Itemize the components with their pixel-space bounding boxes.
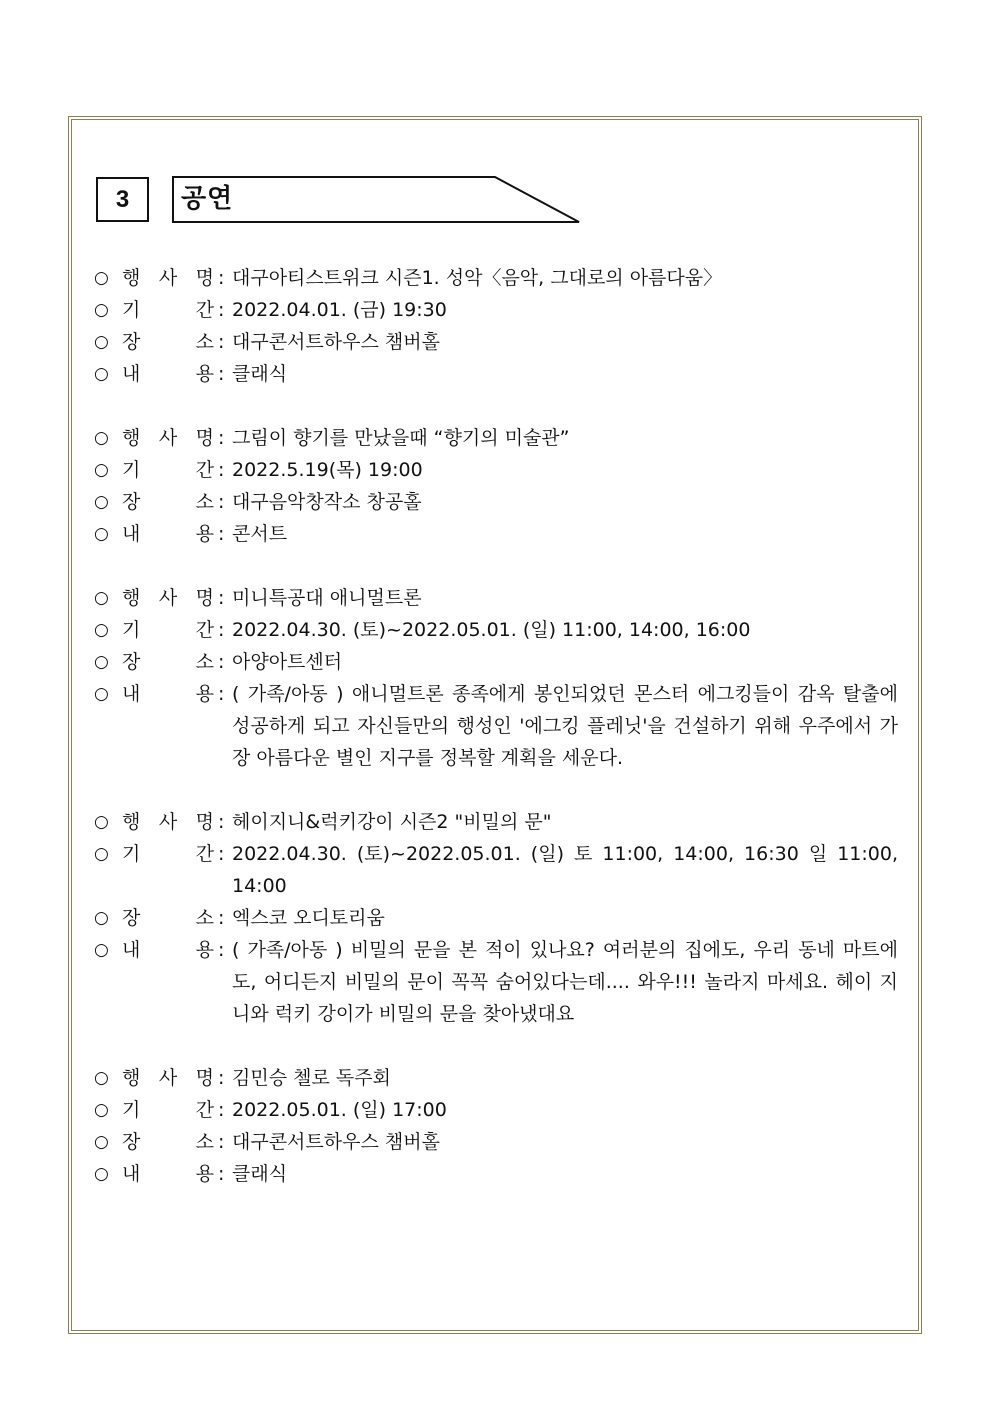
- label-char: 내: [122, 1163, 141, 1185]
- event-period-row: [94, 838, 898, 902]
- event-name-label: [122, 262, 218, 294]
- circle-bullet-icon: ○: [94, 588, 109, 608]
- label-char: 기: [122, 619, 141, 641]
- event-place-label: [122, 1126, 218, 1158]
- label-colon: :: [218, 939, 225, 961]
- label-char: 간: [195, 299, 214, 321]
- label-colon: :: [218, 1099, 225, 1121]
- event-content-label: [122, 1158, 218, 1190]
- label-colon: :: [218, 1131, 225, 1153]
- event-content-value: 클래식: [232, 1163, 288, 1185]
- event-name-value: 헤이지니&럭키강이 시즌2 "비밀의 문": [232, 811, 552, 833]
- circle-bullet-icon: ○: [94, 1132, 109, 1152]
- event-name-row: [94, 262, 898, 294]
- event-block: [94, 806, 898, 1030]
- label-char: 간: [195, 459, 214, 481]
- event-period-label: [122, 1094, 218, 1126]
- circle-bullet-icon: ○: [94, 492, 109, 512]
- event-name-label: [122, 582, 218, 614]
- event-content-row: [94, 518, 898, 550]
- event-name-value: 그림이 향기를 만났을때 “향기의 미술관”: [232, 427, 570, 449]
- label-char: 용: [195, 939, 214, 961]
- label-colon: :: [218, 683, 225, 705]
- event-name-row: [94, 1062, 898, 1094]
- event-block: [94, 1062, 898, 1190]
- label-char: 내: [122, 523, 141, 545]
- event-block: [94, 582, 898, 774]
- event-place-value: 대구콘서트하우스 챔버홀: [232, 1131, 440, 1153]
- section-title-shape: [172, 176, 584, 224]
- event-place-label: [122, 326, 218, 358]
- event-content-row: [94, 678, 898, 774]
- event-place-value: 대구콘서트하우스 챔버홀: [232, 331, 440, 353]
- label-char: 행: [122, 587, 141, 609]
- label-char: 소: [195, 651, 214, 673]
- label-char: 명: [195, 587, 214, 609]
- label-colon: :: [218, 267, 225, 289]
- event-period-label: [122, 294, 218, 326]
- event-name-row: [94, 422, 898, 454]
- label-char: 기: [122, 843, 141, 865]
- label-colon: :: [218, 523, 225, 545]
- label-char: 간: [195, 1099, 214, 1121]
- event-period-row: [94, 1094, 898, 1126]
- label-char: 장: [122, 651, 141, 673]
- circle-bullet-icon: ○: [94, 908, 109, 928]
- event-period-value: 2022.04.30. (토)~2022.05.01. (일) 토 11:00, 14:00, 16:30 일 11:00, 14:00: [232, 843, 898, 897]
- label-char: 명: [195, 267, 214, 289]
- label-char: 용: [195, 1163, 214, 1185]
- label-colon: :: [218, 363, 225, 385]
- label-char: 용: [195, 523, 214, 545]
- label-char: 용: [195, 683, 214, 705]
- label-colon: :: [218, 1163, 225, 1185]
- label-colon: :: [218, 299, 225, 321]
- label-char: 행: [122, 267, 141, 289]
- event-content-value: ( 가족/아동 ) 애니멀트론 종족에게 봉인되었던 몬스터 에그킹들이 감옥 탈출에 성공하게 되고 자신들만의 행성인 '에그킹 플레닛'을 건설하기 위해 우주에서 가장 아름다운 별인 지구를 정복할 계획을 세운다.: [232, 683, 898, 769]
- label-char: 내: [122, 939, 141, 961]
- label-colon: :: [218, 843, 225, 865]
- circle-bullet-icon: ○: [94, 844, 109, 864]
- event-content-label: [122, 358, 218, 390]
- event-content-row: [94, 934, 898, 1030]
- circle-bullet-icon: ○: [94, 940, 109, 960]
- label-char: 소: [195, 1131, 214, 1153]
- event-period-label: [122, 454, 218, 486]
- event-place-value: 아양아트센터: [232, 651, 343, 673]
- circle-bullet-icon: ○: [94, 620, 109, 640]
- event-place-row: [94, 646, 898, 678]
- event-place-row: [94, 902, 898, 934]
- label-char: 행: [122, 811, 141, 833]
- event-period-value: 2022.04.01. (금) 19:30: [232, 299, 447, 321]
- circle-bullet-icon: ○: [94, 1164, 109, 1184]
- label-char: 소: [195, 907, 214, 929]
- label-char: 내: [122, 363, 141, 385]
- circle-bullet-icon: ○: [94, 812, 109, 832]
- label-colon: :: [218, 587, 225, 609]
- event-content-label: [122, 934, 218, 966]
- label-char: 사: [158, 267, 178, 289]
- label-colon: :: [218, 907, 225, 929]
- event-name-value: 미니특공대 애니멀트론: [232, 587, 422, 609]
- label-colon: :: [218, 331, 225, 353]
- label-char: 장: [122, 907, 141, 929]
- event-content-label: [122, 678, 218, 710]
- label-colon: :: [218, 459, 225, 481]
- circle-bullet-icon: ○: [94, 300, 109, 320]
- event-block: [94, 422, 898, 550]
- event-name-label: [122, 806, 218, 838]
- label-colon: :: [218, 811, 225, 833]
- event-name-label: [122, 422, 218, 454]
- label-char: 장: [122, 331, 141, 353]
- label-char: 기: [122, 459, 141, 481]
- event-place-value: 대구음악창작소 창공홀: [232, 491, 422, 513]
- label-char: 용: [195, 363, 214, 385]
- event-period-label: [122, 838, 218, 870]
- circle-bullet-icon: ○: [94, 652, 109, 672]
- label-char: 장: [122, 1131, 141, 1153]
- event-content-value: 클래식: [232, 363, 288, 385]
- label-char: 행: [122, 427, 141, 449]
- circle-bullet-icon: ○: [94, 332, 109, 352]
- label-char: 명: [195, 811, 214, 833]
- event-place-row: [94, 486, 898, 518]
- event-list: [94, 262, 898, 1222]
- label-char: 명: [195, 1067, 214, 1089]
- event-period-value: 2022.05.01. (일) 17:00: [232, 1099, 447, 1121]
- label-char: 사: [158, 427, 178, 449]
- circle-bullet-icon: ○: [94, 1100, 109, 1120]
- label-char: 간: [195, 843, 214, 865]
- label-colon: :: [218, 491, 225, 513]
- circle-bullet-icon: ○: [94, 524, 109, 544]
- section-number: 3: [115, 185, 130, 213]
- event-place-value: 엑스코 오디토리움: [232, 907, 385, 929]
- event-name-value: 대구아티스트위크 시즌1. 성악〈음악, 그대로의 아름다움〉: [232, 267, 723, 289]
- label-char: 사: [158, 1067, 178, 1089]
- event-content-row: [94, 1158, 898, 1190]
- label-char: 소: [195, 491, 214, 513]
- event-name-row: [94, 582, 898, 614]
- label-char: 장: [122, 491, 141, 513]
- label-colon: :: [218, 1067, 225, 1089]
- label-char: 소: [195, 331, 214, 353]
- label-colon: :: [218, 619, 225, 641]
- circle-bullet-icon: ○: [94, 1068, 109, 1088]
- event-period-value: 2022.04.30. (토)~2022.05.01. (일) 11:00, 14:00, 16:00: [232, 619, 751, 641]
- event-period-value: 2022.5.19(목) 19:00: [232, 459, 423, 481]
- label-char: 사: [158, 811, 178, 833]
- label-colon: :: [218, 427, 225, 449]
- event-period-row: [94, 614, 898, 646]
- section-number-box: [96, 177, 149, 222]
- event-period-row: [94, 294, 898, 326]
- circle-bullet-icon: ○: [94, 364, 109, 384]
- label-char: 사: [158, 587, 178, 609]
- label-char: 기: [122, 1099, 141, 1121]
- label-char: 행: [122, 1067, 141, 1089]
- label-char: 기: [122, 299, 141, 321]
- event-name-row: [94, 806, 898, 838]
- event-place-row: [94, 326, 898, 358]
- circle-bullet-icon: ○: [94, 428, 109, 448]
- label-char: 명: [195, 427, 214, 449]
- circle-bullet-icon: ○: [94, 684, 109, 704]
- event-block: [94, 262, 898, 390]
- event-content-value: 콘서트: [232, 523, 288, 545]
- event-period-row: [94, 454, 898, 486]
- circle-bullet-icon: ○: [94, 268, 109, 288]
- event-place-row: [94, 1126, 898, 1158]
- event-place-label: [122, 902, 218, 934]
- event-content-row: [94, 358, 898, 390]
- label-char: 간: [195, 619, 214, 641]
- label-char: 내: [122, 683, 141, 705]
- event-name-value: 김민승 첼로 독주회: [232, 1067, 391, 1089]
- event-place-label: [122, 646, 218, 678]
- section-title: 공연: [181, 184, 234, 214]
- circle-bullet-icon: ○: [94, 460, 109, 480]
- event-name-label: [122, 1062, 218, 1094]
- event-place-label: [122, 486, 218, 518]
- event-period-label: [122, 614, 218, 646]
- label-colon: :: [218, 651, 225, 673]
- event-content-value: ( 가족/아동 ) 비밀의 문을 본 적이 있나요? 여러분의 집에도, 우리 동네 마트에도, 어디든지 비밀의 문이 꼭꼭 숨어있다는데.... 와우!!! 놀라지 마세요. 헤이 지니와 럭키 강이가 비밀의 문을 찾아냈대요: [232, 939, 898, 1025]
- event-content-label: [122, 518, 218, 550]
